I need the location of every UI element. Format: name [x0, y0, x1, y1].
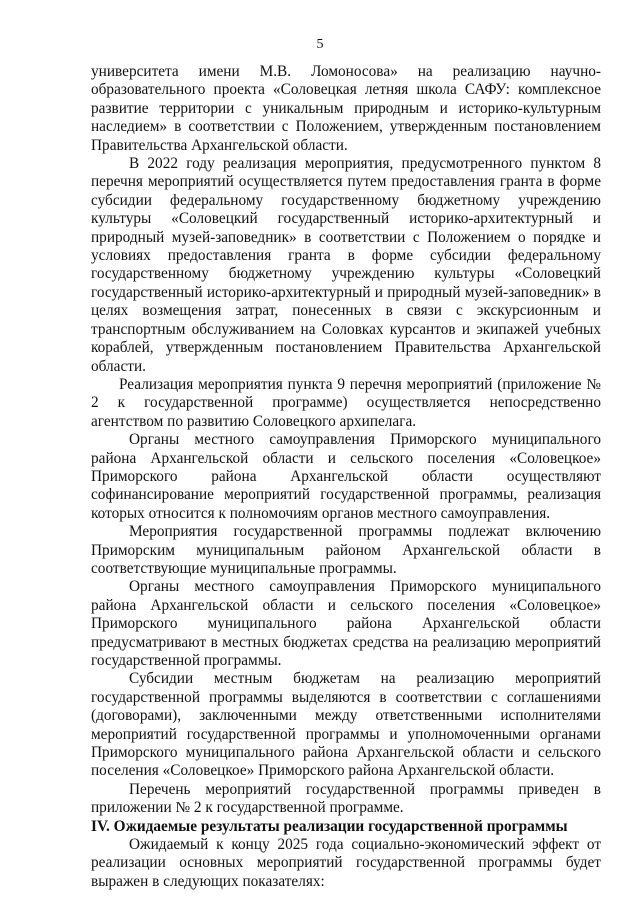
paragraph-municipal-programs: Мероприятия государственной программы подлежат включению Приморским муниципальным районом Архангельской области в соответствующие муниципальные программы.	[91, 523, 601, 577]
paragraph-list-of-measures: Перечень мероприятий государственной программы приведен в приложении № 2 к государственной программе.	[91, 780, 601, 817]
paragraph-grant-2022: В 2022 году реализация мероприятия, предусмотренного пунктом 8 перечня мероприятий осуществляется путем предоставления гранта в форме субсидии федеральному государственному бюджетному учреждению культуры «Соловецкий государственный историко-архитектурный и природный музей-заповедник» в соответствии с Положением о порядке и условиях предоставления гранта в форме субсидии федеральному государственному бюджетному учреждению культуры «Соловецкий государственный историко-архитектурный и природный музей-заповедник» в целях возмещения затрат, понесенных в связи с экскурсионным и транспортным обслуживанием на Соловках курсантов и экипажей учебных кораблей, утвержденным постановлением Правительства Архангельской области.	[91, 155, 601, 375]
paragraph-expected-effect: Ожидаемый к концу 2025 года социально-экономический эффект от реализации основных мероприятий государственной программы будет выражен в следующих показателях:	[91, 836, 601, 890]
section-heading: IV. Ожидаемые результаты реализации государственной программы	[91, 817, 568, 835]
paragraph-item-9: Реализация мероприятия пункта 9 перечня мероприятий (приложение № 2 к государственной программе) осуществляется непосредственно агентством по развитию Соловецкого архипелага.	[91, 375, 601, 430]
paragraph-local-authorities: Органы местного самоуправления Приморского муниципального района Архангельской области и сельского поселения «Соловецкое» Приморского района Архангельской области осуществляют софинансирование мероприятий государственной программы, реализация которых относится к полномочиям органов местного самоуправления.	[91, 431, 601, 522]
paragraph-subsidies: Субсидии местным бюджетам на реализацию мероприятий государственной программы выделяются в соответствии с соглашениями (договорами), заключенными между ответственными исполнителями мероприятий государственной программы и уполномоченными органами Приморского муниципального района Архангельской области и сельского поселения «Соловецкое» Приморского района Архангельской области.	[91, 670, 601, 780]
page-number: 5	[316, 37, 324, 52]
paragraph-continuation: университета имени М.В. Ломоносова» на реализацию научно-образовательного проекта «Соловецкая летняя школа САФУ: комплексное развитие территории с уникальным природным и историко-культурным наследием» в соответствии с Положением, утвержденным постановлением Правительства Архангельской области.	[91, 63, 601, 154]
document-body	[91, 63, 601, 891]
paragraph-local-budgets: Органы местного самоуправления Приморского муниципального района Архангельской области и сельского поселения «Соловецкое» Приморского муниципального района Архангельской области предусматривают в местных бюджетах средства на реализацию мероприятий государственной программы.	[91, 578, 601, 669]
